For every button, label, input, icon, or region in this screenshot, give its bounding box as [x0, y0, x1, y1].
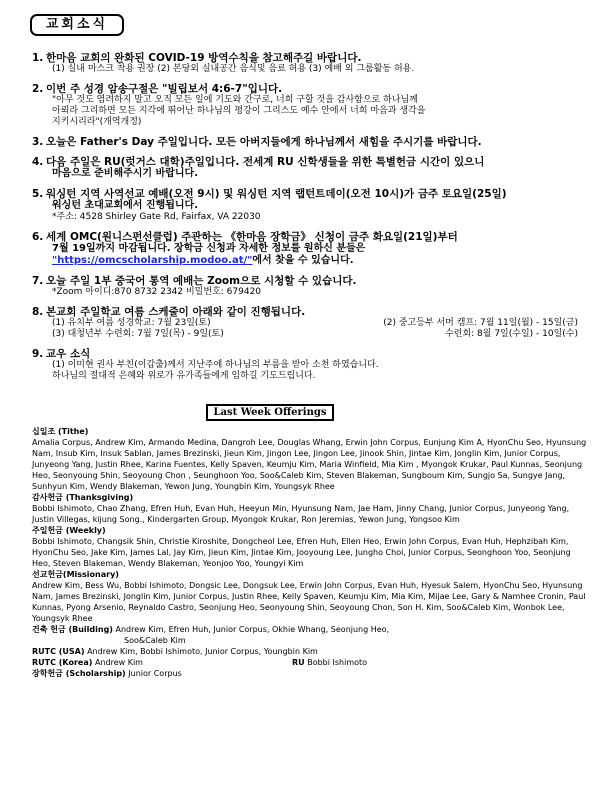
offering-group — [32, 426, 588, 492]
notices-list — [32, 52, 588, 382]
notice-heading: 오늘 주일 1부 중국어 통역 예배는 Zoom으로 시청할 수 있습니다. — [46, 275, 357, 287]
link-suffix: 에서 찾을 수 있습니다. — [252, 255, 354, 266]
notice-item — [32, 52, 588, 75]
notice-number: 2. — [32, 83, 44, 95]
notice-heading: 본교회 주일학교 여름 스케줄이 아래와 같이 진행됩니다. — [46, 306, 306, 318]
rutc-usa-offering — [32, 646, 588, 657]
offering-category: 감사헌금 (Thanksgiving) — [32, 493, 134, 502]
notice-number: 5. — [32, 188, 44, 200]
building-offering — [32, 624, 588, 646]
notice-line: 지키시리라"(개역개정) — [52, 117, 142, 127]
notice-line: 7월 19일까지 마감됩니다. 장학금 신청과 자세한 정보를 원하신 분들은 — [52, 243, 366, 254]
rutc-korea-offering — [32, 657, 588, 668]
notice-item — [32, 306, 588, 340]
notice-item — [32, 136, 588, 148]
offering-names: Bobbi Ishimoto — [307, 658, 368, 667]
offering-names-cont: Soo&Caleb Kim — [124, 636, 186, 645]
offering-category: 선교헌금(Missionary) — [32, 570, 119, 579]
offering-category: RUTC (Korea) — [32, 658, 93, 667]
notice-number: 3. — [32, 136, 44, 148]
offering-names: Bobbi Ishimoto, Changsik Shin, Christie Kiroshite, Dongcheol Lee, Efren Huh, Ellen Heo, Erwin John Corpus, Evan Huh, Hephzibah Kim, HyonChu Seo, Jake Kim, James Lal, Jay Kim, Jieun Kim, Jintae Kim, Jooyoung Lee, Jungho Choi, Junior Corpus, Seonghoon Yoo, Seonjung Heo, Steven Blakeman, Wendy Blakeman, Yeonjoo Yoo, Youngyi Kim — [32, 537, 571, 568]
notice-item — [32, 275, 588, 298]
offering-names: Andrew Kim, Bobbi Ishimoto, Junior Corpus, Youngbin Kim — [87, 647, 318, 656]
notice-item — [32, 83, 588, 128]
page-title: 교회소식 — [30, 14, 124, 36]
offering-category: RUTC (USA) — [32, 647, 85, 656]
notice-number: 8. — [32, 306, 44, 318]
offering-category: 십일조 (Tithe) — [32, 427, 89, 436]
notice-item — [32, 348, 588, 382]
notice-heading: 워싱턴 지역 사역선교 예배(오전 9시) 및 워싱턴 지역 랩턴트데이(오전 10시)가 금주 토요일(25일) — [46, 188, 507, 200]
offering-group — [32, 525, 588, 569]
notice-line: 워싱턴 초대교회에서 진행됩니다. — [52, 200, 199, 211]
notice-item — [32, 156, 588, 180]
offering-names: Andrew Kim, Bess Wu, Bobbi Ishimoto, Dongsic Lee, Dongsuk Lee, Erwin John Corpus, Evan Huh, Hyesuk Salem, HyonChu Seo, Hyunsung Nam, James Brezinski, Jonglin Kim, Junior Corpus, Justin Rhee, Kelly Spaven, Keumju Kim, Mia Kim, Mijae Lee, Gary & Namhee Cronin, Paul Kunnas, Pyong Arsenio, Reynaldo Castro, Seonjung Heo, Seonyoung Shin, Seoyoung Chon, Son H. Kim, Soo&Caleb Kim, Wonbok Lee, Youngsyk Rhee — [32, 581, 586, 623]
notice-heading: 다음 주일은 RU(럿거스 대학)주일입니다. 전세계 RU 신학생들을 위한 특별헌금 시간이 있으니 — [46, 156, 485, 168]
notice-number: 6. — [32, 231, 44, 243]
schedule-entry: (1) 유치부 여름 성경학교: 7월 23일(토) — [52, 318, 211, 328]
notice-line: 마음으로 준비해주시기 바랍니다. — [52, 168, 199, 179]
notice-heading: 세계 OMC(원니스펀선클럽) 주관하는 《한마음 장학금》 신청이 금주 화요일(21일)부터 — [46, 231, 458, 243]
notice-heading: 오늘은 Father's Day 주일입니다. 모든 아버지들에게 하나님께서 새힘을 주시기를 바랍니다. — [46, 136, 482, 148]
notice-line: *Zoom 아이디:870 8732 2342 비밀번호: 679420 — [52, 287, 262, 297]
offering-category: 장학헌금 (Scholarship) — [32, 669, 126, 678]
offering-names: Bobbi Ishimoto, Chao Zhang, Efren Huh, Evan Huh, Heeyun Min, Hyunsung Nam, Jae Ham, Jinny Chang, Junior Corpus, Junyeong Yang, Justin Villegas, kijung Song., Kindergarten Group, Myongok Krukar, Ron Jeremias, Yewon Jung, Yongsoo Kim — [32, 504, 570, 524]
offerings-list — [32, 426, 588, 679]
schedule-entry: (3) 대청년부 수련회: 7월 7일(목) - 9일(토) — [52, 329, 224, 339]
offering-names: Junior Corpus — [128, 669, 182, 678]
scholarship-offering — [32, 668, 588, 679]
schedule-entry: 수련회: 8월 7일(수일) - 10일(수) — [445, 329, 578, 339]
notice-line: *주소: 4528 Shirley Gate Rd, Fairfax, VA 22030 — [52, 212, 261, 222]
notice-number: 9. — [32, 348, 44, 360]
notice-line: 아뢰라 그리하면 모든 지각에 뛰어난 하나님의 평강이 그리스도 예수 안에서 너희 마음과 생각을 — [52, 106, 426, 116]
notice-heading: 교우 소식 — [46, 348, 91, 360]
schedule-row — [52, 329, 588, 340]
offerings-title: Last Week Offerings — [206, 404, 334, 421]
offering-names: Andrew Kim, Efren Huh, Junior Corpus, Okhie Whang, Seonjung Heo, — [115, 625, 390, 634]
notice-item — [32, 231, 588, 267]
notice-line: (1) 실내 마스크 착용 권장 (2) 본당외 실내공간 음식및 음료 허용 (3) 예배 외 그룹활동 허용. — [52, 64, 415, 74]
offering-category: RU — [292, 658, 305, 667]
notice-line: 하나님의 절대적 은혜와 위로가 유가족들에게 임하길 기도드립니다. — [52, 371, 316, 381]
offering-category: 주일헌금 (Weekly) — [32, 526, 106, 535]
notice-number: 4. — [32, 156, 44, 168]
offering-group — [32, 492, 588, 525]
offering-names: Amalia Corpus, Andrew Kim, Armando Medina, Dangroh Lee, Douglas Whang, Erwin John Corpus, Eunjung Kim A, HyonChu Seo, Hyunsung Nam, Insub Kim, Insuk Sablan, James Brezinski, Jieun Kim, Jingon Lee, Jingon Lee, Jinook Shin, Jintae Kim, Jonglin Kim, Junior Corpus, Junyeong Yang, Justin Rhee, Karina Fuentes, Kelly Spaven, Keumju Kim, Maria Winfield, Mia Kim , Myongok Krukar, Paul Kunnas, Seonjung Heo, Seonyoung Shin, Seoyoung Chon , Seunghoon Yoo, Soo&Caleb Kim, Steven Blakeman, Sungboum Kim, Sungjo Sa, Sungye Jang, Sunhyun Kim, Wendy Blakeman, Yewon Jung, Youngbin Kim, Youngsyk Rhee — [32, 438, 587, 491]
schedule-entry: (2) 중고등부 서머 캠프: 7월 11일(월) - 15일(금) — [383, 318, 578, 328]
schedule-row — [52, 318, 588, 329]
notice-heading: 한마음 교회의 완화된 COVID-19 방역수칙을 참고해주길 바랍니다. — [46, 52, 362, 64]
notice-line: "아무 것도 염려하지 말고 오직 모든 일에 기도와 간구로, 너희 구할 것을 감사함으로 하나님께 — [52, 95, 418, 105]
offering-category: 건축 헌금 (Building) — [32, 625, 113, 634]
notice-item — [32, 188, 588, 223]
offering-names: Andrew Kim — [94, 658, 143, 667]
scholarship-link[interactable]: "https://omcscholarship.modoo.at/" — [52, 255, 253, 266]
notice-heading: 이번 주 성경 암송구절은 "빌립보서 4:6-7"입니다. — [46, 83, 283, 95]
offering-group — [32, 569, 588, 624]
notice-number: 1. — [32, 52, 44, 64]
notice-number: 7. — [32, 275, 44, 287]
notice-link-line — [52, 255, 588, 267]
notice-line: (1) 이미현 권사 부친(이갑출)께서 지난주에 하나님의 부름을 받아 소천 하였습니다. — [52, 360, 379, 370]
